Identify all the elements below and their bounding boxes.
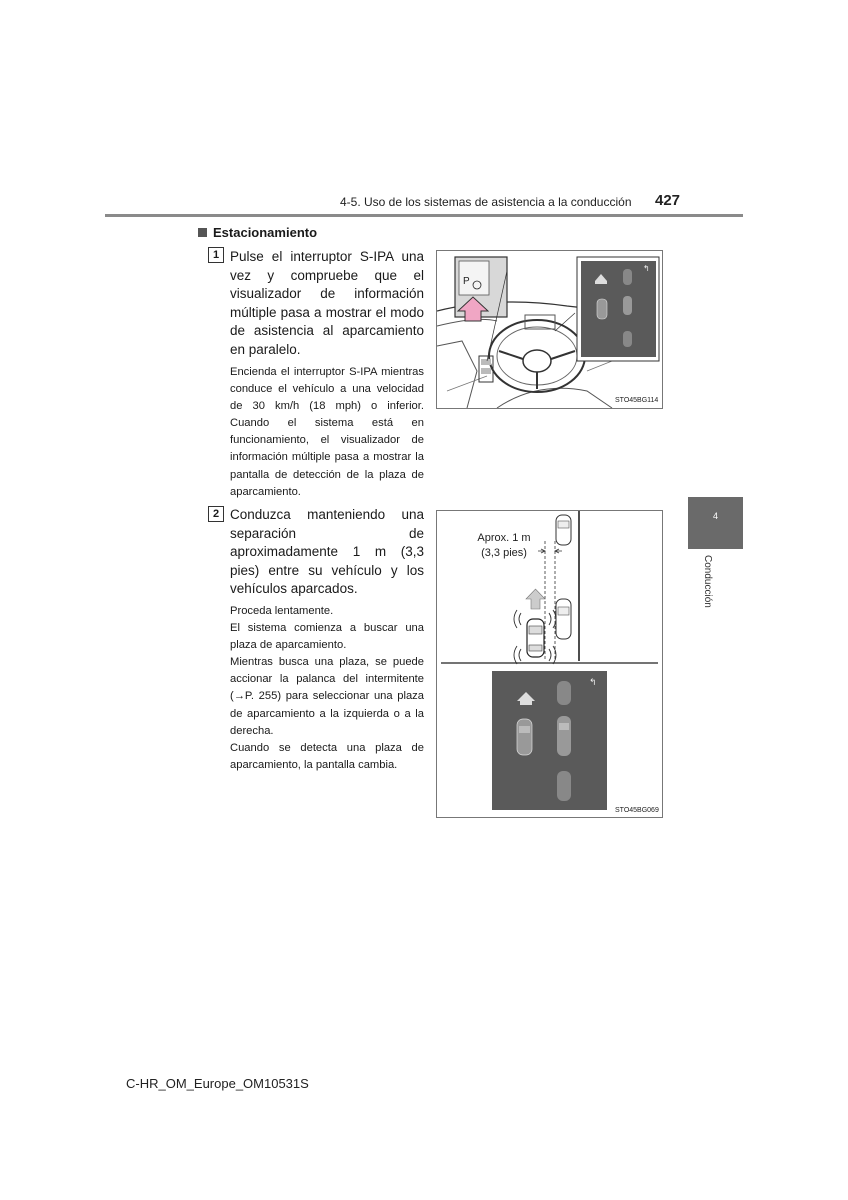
step-2-note-line: Proceda lentamente.	[230, 605, 334, 617]
figure-code-2: STO45BG069	[615, 807, 659, 814]
square-bullet-icon	[198, 228, 207, 237]
distance-label-line2: (3,3 pies)	[481, 547, 527, 559]
chapter-number: 4	[712, 511, 718, 521]
step-2-note-line: El sistema comienza a buscar una plaza de aparcamiento.	[230, 622, 424, 652]
step-number-2: 2	[208, 506, 224, 522]
figure-dashboard	[436, 250, 663, 409]
header-rule	[105, 214, 743, 217]
svg-text:↰: ↰	[589, 678, 597, 688]
svg-text:P: P	[463, 276, 470, 287]
section-title-text: Estacionamiento	[213, 225, 318, 240]
svg-text:↰: ↰	[643, 264, 650, 273]
distance-label	[459, 531, 549, 561]
chapter-tab	[688, 497, 743, 549]
page-number: 427	[655, 192, 681, 209]
distance-label-line1: Aprox. 1 m	[477, 532, 531, 544]
dashboard-illustration	[437, 251, 662, 408]
step-1-instruction: Pulse el interruptor S-IPA una vez y compruebe que el visualizador de información múltiple pasa a mostrar el modo de asistencia al aparcamiento en paralelo.	[230, 249, 424, 357]
figure-parking-search	[436, 510, 663, 818]
step-number-1: 1	[208, 247, 224, 263]
step-2-instruction: Conduzca manteniendo una separación de aproximadamente 1 m (3,3 pies) entre su vehículo y los vehículos aparcados.	[230, 507, 424, 597]
footer-doc-code: C-HR_OM_Europe_OM10531S	[126, 1076, 309, 1091]
running-header: 4-5. Uso de los sistemas de asistencia a la conducción	[340, 195, 632, 209]
section-title	[198, 225, 317, 240]
figure-code-1: STO45BG114	[615, 397, 659, 404]
step-2-note-line: Cuando se detecta una plaza de aparcamiento, la pantalla cambia.	[230, 741, 424, 771]
step-1-note: Encienda el interruptor S-IPA mientras conduce el vehículo a una velocidad de 30 km/h (18 mph) o inferior. Cuando el sistema está en funcionamiento, el visualizador de información múltiple pasa a mostrar la pantalla de detección de la plaza de aparcamiento.	[230, 366, 424, 498]
chapter-label: Conducción	[702, 555, 713, 608]
step-2-note-line: Mientras busca una plaza, se puede accionar la palanca del intermitente (→P. 255) para seleccionar una plaza de aparcamiento a la izquierda o a la derecha.	[230, 656, 424, 737]
step-2-note	[230, 603, 424, 774]
